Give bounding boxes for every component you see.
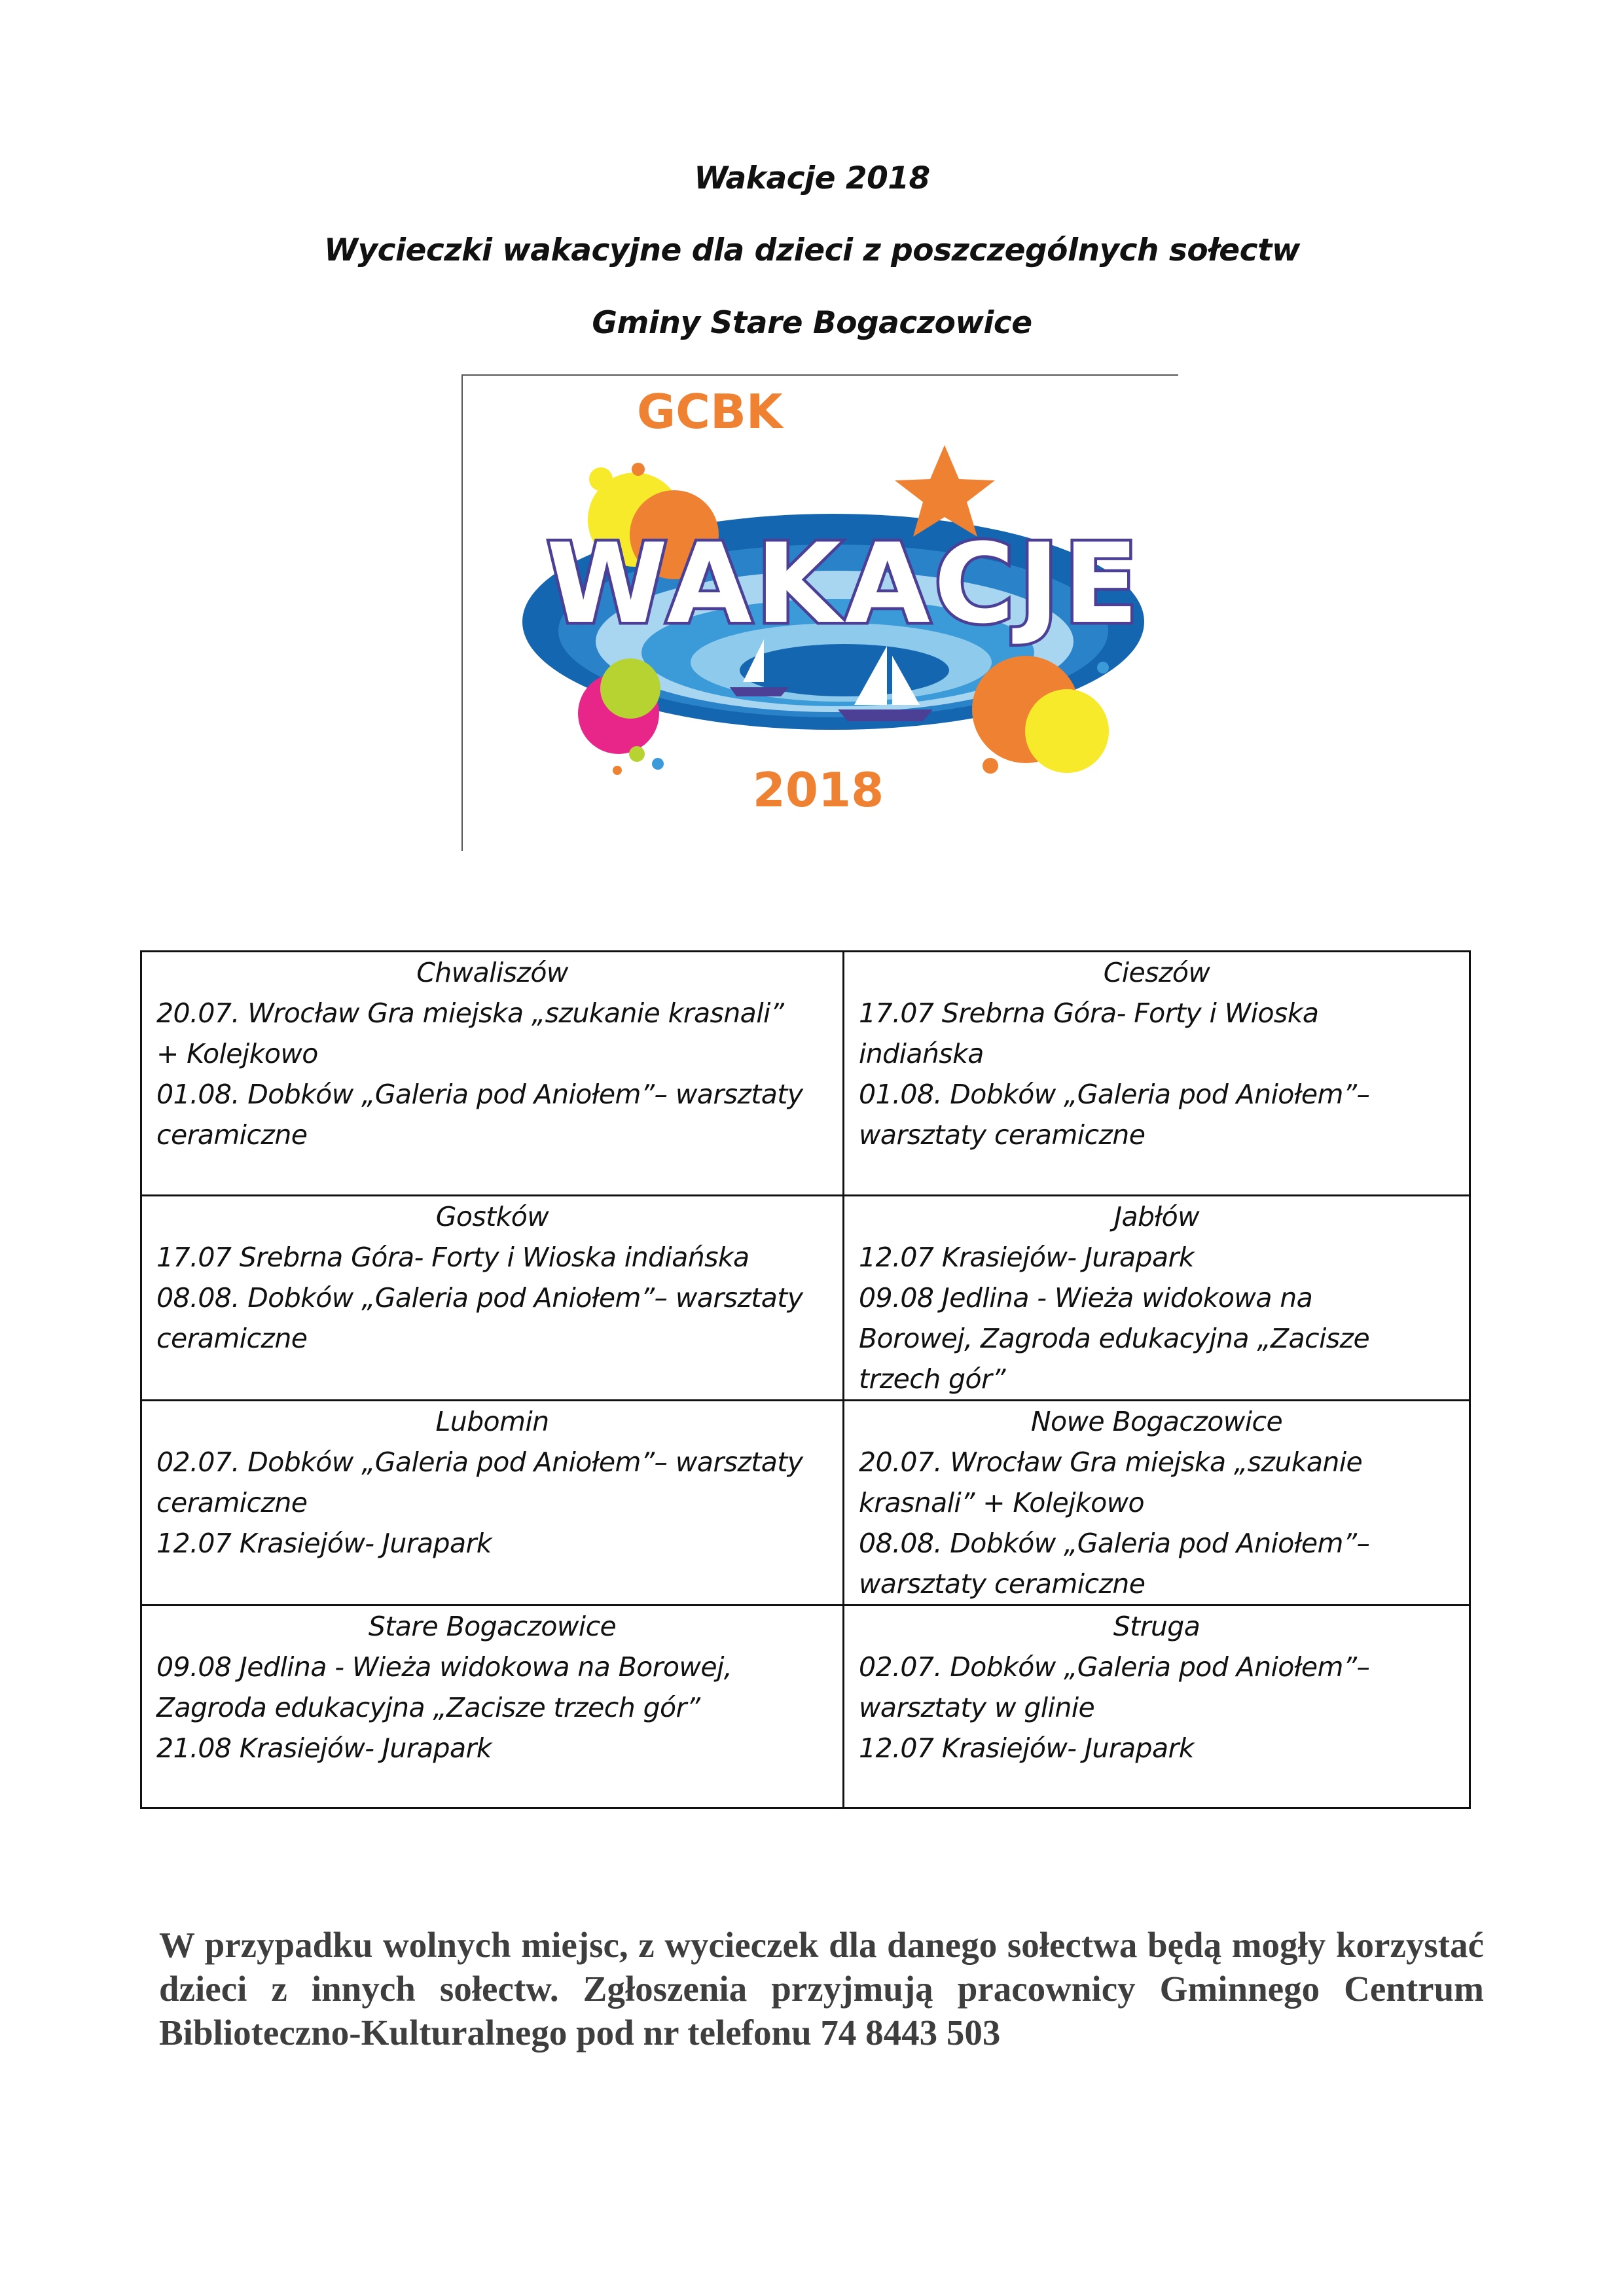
village-name: Stare Bogaczowice bbox=[368, 1611, 617, 1642]
trip-line: 12.07 Krasiejów- Jurapark bbox=[156, 1528, 492, 1559]
page-title: Wakacje 2018 bbox=[694, 160, 930, 196]
village-cell bbox=[141, 1196, 844, 1401]
logo-dot bbox=[613, 766, 622, 775]
trip-line: 20.07. Wrocław Gra miejska „szukanie krasnali” bbox=[156, 997, 784, 1029]
trip-line: trzech gór” bbox=[859, 1363, 1005, 1395]
village-name: Lubomin bbox=[435, 1406, 549, 1437]
table-row bbox=[141, 1196, 1470, 1401]
schedule-table bbox=[140, 950, 1471, 1809]
logo-dot bbox=[629, 746, 645, 762]
village-cell bbox=[141, 1605, 844, 1808]
trip-line: ceramiczne bbox=[156, 1487, 308, 1518]
trip-line: 20.07. Wrocław Gra miejska „szukanie bbox=[859, 1446, 1363, 1478]
table-row bbox=[141, 1401, 1470, 1605]
village-name: Gostków bbox=[435, 1201, 549, 1232]
trip-line: warsztaty ceramiczne bbox=[859, 1568, 1146, 1600]
trip-line: ceramiczne bbox=[156, 1323, 308, 1354]
village-name: Cieszów bbox=[1103, 957, 1210, 988]
village-name: Struga bbox=[1113, 1611, 1200, 1642]
trip-line: + Kolejkowo bbox=[156, 1038, 318, 1069]
trip-line: 09.08 Jedlina - Wieża widokowa na Borowej, bbox=[156, 1651, 732, 1683]
trip-line: 01.08. Dobków „Galeria pod Aniołem”– bbox=[859, 1079, 1370, 1110]
trip-line: ceramiczne bbox=[156, 1119, 308, 1151]
trip-line: 12.07 Krasiejów- Jurapark bbox=[859, 1732, 1194, 1764]
trip-line: 08.08. Dobków „Galeria pod Aniołem”– bbox=[859, 1528, 1370, 1559]
trip-line: warsztaty ceramiczne bbox=[859, 1119, 1146, 1151]
trip-line: krasnali” + Kolejkowo bbox=[859, 1487, 1144, 1518]
trip-line: 12.07 Krasiejów- Jurapark bbox=[859, 1242, 1194, 1273]
logo-dot bbox=[652, 758, 664, 770]
trip-line: 02.07. Dobków „Galeria pod Aniołem”– bbox=[859, 1651, 1370, 1683]
trip-line: indiańska bbox=[859, 1038, 984, 1069]
village-name: Chwaliszów bbox=[416, 957, 568, 988]
village-cell bbox=[141, 1401, 844, 1605]
trip-line: 01.08. Dobków „Galeria pod Aniołem”– warsztaty bbox=[156, 1079, 803, 1110]
registration-note: W przypadku wolnych miejsc, z wycieczek dla danego sołectwa będą mogły korzystać dzieci z innych sołectw. Zgłoszenia przyjmują pracownicy Gminnego Centrum Biblioteczno-Kulturalnego pod nr telefonu 74 8443 503 bbox=[159, 1925, 1484, 2053]
page-subtitle: Wycieczki wakacyjne dla dzieci z poszczególnych sołectw bbox=[324, 232, 1300, 268]
logo-circle-yellow-right bbox=[1025, 689, 1109, 773]
logo-dot bbox=[983, 758, 998, 774]
trip-line: 21.08 Krasiejów- Jurapark bbox=[156, 1732, 492, 1764]
village-cell bbox=[844, 1605, 1470, 1808]
village-cell bbox=[141, 952, 844, 1196]
trip-line: 09.08 Jedlina - Wieża widokowa na bbox=[859, 1282, 1313, 1314]
logo-graphic bbox=[461, 374, 1178, 851]
logo-year-text: 2018 bbox=[752, 762, 884, 817]
trip-line: 08.08. Dobków „Galeria pod Aniołem”– warsztaty bbox=[156, 1282, 803, 1314]
table-row bbox=[141, 952, 1470, 1196]
village-cell bbox=[844, 1401, 1470, 1605]
village-cell bbox=[844, 952, 1470, 1196]
logo-dot bbox=[632, 463, 645, 476]
page-subtitle-municipality: Gminy Stare Bogaczowice bbox=[592, 305, 1032, 341]
logo-dot bbox=[589, 467, 613, 491]
trip-line: warsztaty w glinie bbox=[859, 1692, 1095, 1723]
village-name: Jabłów bbox=[1113, 1201, 1200, 1232]
logo-wakacje-text: WAKACJE bbox=[546, 520, 1143, 648]
village-name: Nowe Bogaczowice bbox=[1030, 1406, 1283, 1437]
village-cell bbox=[844, 1196, 1470, 1401]
logo-gcbk-text: GCBK bbox=[637, 384, 783, 439]
trip-line: Zagroda edukacyjna „Zacisze trzech gór” bbox=[156, 1692, 700, 1723]
wakacje-logo bbox=[461, 374, 1178, 851]
trip-line: 17.07 Srebrna Góra- Forty i Wioska indiańska bbox=[156, 1242, 749, 1273]
logo-circle-lime bbox=[600, 658, 660, 719]
table-row bbox=[141, 1605, 1470, 1808]
trip-line: 17.07 Srebrna Góra- Forty i Wioska bbox=[859, 997, 1319, 1029]
logo-dot bbox=[1097, 662, 1109, 673]
trip-line: 02.07. Dobków „Galeria pod Aniołem”– warsztaty bbox=[156, 1446, 803, 1478]
trip-line: Borowej, Zagroda edukacyjna „Zacisze bbox=[859, 1323, 1370, 1354]
